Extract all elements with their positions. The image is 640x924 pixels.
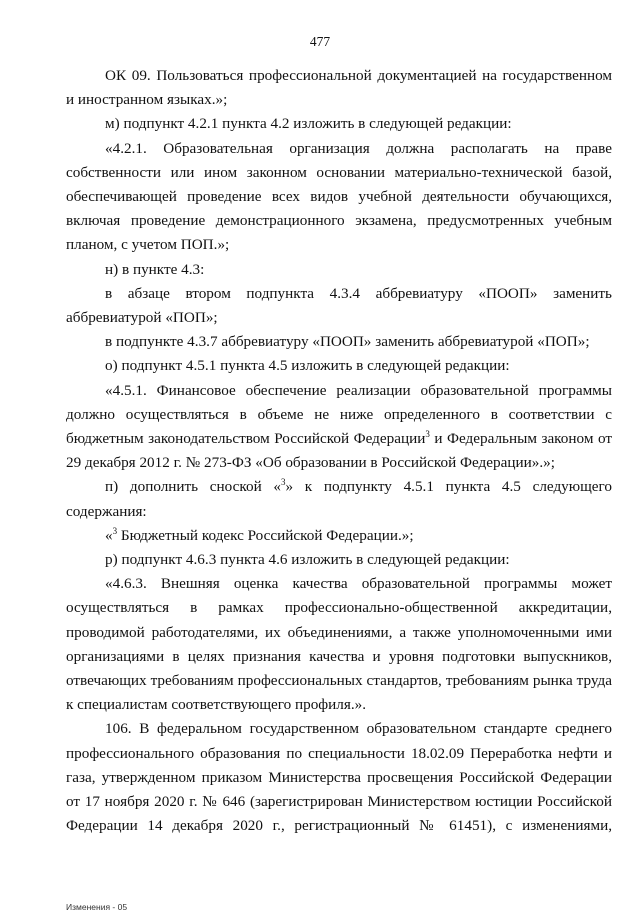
footnote-marker: 3	[112, 525, 118, 536]
paragraph: в подпункте 4.3.7 аббревиатуру «ПООП» заменить аббревиатурой «ПОП»;	[105, 333, 590, 351]
paragraph: в абзаце втором подпункта 4.3.4 аббревиатуру «ПООП» заменить аббревиатурой «ПОП»;	[66, 284, 612, 327]
paragraph-text: «4.5.1. Финансовое обеспечение реализации образовательной программы должно осуществляться в объеме не ниже определенного в соответствии с бюджетным законодательством Российской Федерации	[66, 381, 612, 448]
paragraph-text: и Федеральным законом от 29 декабря 2012 г. № 273-ФЗ «Об образовании в Российской Федерации».»;	[66, 430, 612, 472]
paragraph: «4.6.3. Внешняя оценка качества образовательной программы может осуществляться в рамках профессионально-общественной аккредитации, проводимой работодателями, их объединениями, а также уполномоченными ими организациями в целях признания качества и уровня подготовки выпускников, отвечающих требованиям профессиональных стандартов, требованиям рынка труда к специалистам соответствующего профиля.».	[66, 575, 612, 714]
page-number: 477	[309, 34, 331, 49]
footer-label: Изменения - 05	[66, 902, 128, 912]
paragraph: н) в пункте 4.3:	[105, 260, 205, 278]
paragraph-with-footnote	[66, 379, 612, 476]
paragraph-with-footnote	[66, 475, 612, 523]
paragraph-text: » к подпункту 4.5.1 пункта 4.5 следующего содержания:	[66, 478, 612, 520]
paragraph: о) подпункт 4.5.1 пункта 4.5 изложить в следующей редакции:	[105, 357, 510, 375]
paragraph-text: Бюджетный кодекс Российской Федерации.»;	[117, 526, 414, 544]
paragraph: «4.2.1. Образовательная организация должна располагать на праве собственности или ином законном основании материально-технической базой, обеспечивающей проведение всех видов учебной деятельности обучающихся, включая проведение демонстрационного экзамена, предусмотренных учебным планом, с учетом ПОП.»;	[66, 139, 612, 254]
paragraph: ОК 09. Пользоваться профессиональной документацией на государственном и иностранном языках.»;	[66, 67, 612, 109]
footnote-marker: 3	[280, 477, 286, 488]
paragraph: м) подпункт 4.2.1 пункта 4.2 изложить в следующей редакции:	[105, 115, 512, 133]
footnote-marker: 3	[425, 428, 430, 439]
document-body	[66, 64, 612, 839]
paragraph-text: п) дополнить сноской «	[105, 478, 281, 496]
paragraph-with-footnote	[66, 524, 612, 548]
paragraph-text: «	[105, 526, 113, 544]
paragraph: р) подпункт 4.6.3 пункта 4.6 изложить в следующей редакции:	[105, 551, 510, 569]
paragraph: 106. В федеральном государственном образовательном стандарте среднего профессионального образования по специальности 18.02.09 Переработка нефти и газа, утвержденном приказом Министерства просвещения Российской Федерации от 17 ноября 2020 г. № 646 (зарегистрирован Министерством юстиции Российской Федерации 14 декабря 2020 г., регистрационный № 61451), с изменениями,	[66, 720, 612, 835]
